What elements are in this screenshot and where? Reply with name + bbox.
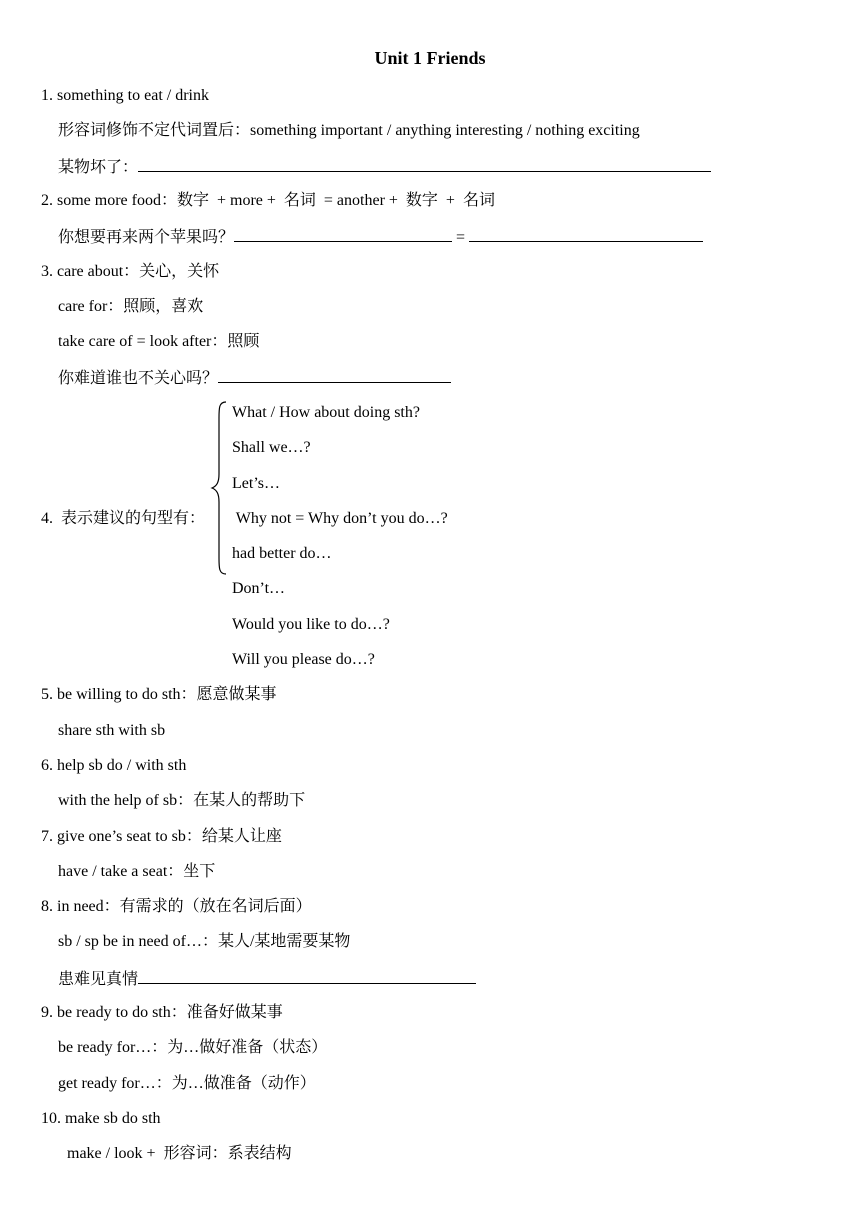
line-text: with the help of sb：在某人的帮助下 <box>58 792 306 809</box>
item-6-line <box>58 791 305 811</box>
line-text: 3. care about：关心，关怀 <box>41 263 220 280</box>
line-text: 5. be willing to do sth：愿意做某事 <box>41 686 277 703</box>
line-text: 1. something to eat / drink <box>41 87 209 104</box>
item-7-heading <box>41 827 282 847</box>
item-10-line <box>67 1144 292 1164</box>
line-text: had better do… <box>232 545 332 562</box>
item-6-heading <box>41 756 186 776</box>
line-text: 9. be ready to do sth：准备好做某事 <box>41 1004 283 1021</box>
answer-blank[interactable] <box>469 226 703 242</box>
item-1-exercise <box>58 156 711 178</box>
suggestion-pattern <box>232 615 390 635</box>
line-text: Let’s… <box>232 475 280 492</box>
item-9-heading <box>41 1003 283 1023</box>
suggestion-pattern <box>232 474 280 494</box>
line-text: What / How about doing sth? <box>232 404 420 421</box>
answer-blank[interactable] <box>234 226 452 242</box>
item-3-line <box>58 297 203 317</box>
item-10-heading <box>41 1109 161 1129</box>
line-text: sb / sp be in need of…：某人/某地需要某物 <box>58 933 351 950</box>
line-text: take care of = look after：照顾 <box>58 333 260 350</box>
line-text: 10. make sb do sth <box>41 1110 161 1127</box>
line-text: 患难见真情 <box>58 971 139 988</box>
item-1-rule <box>58 121 640 141</box>
item-4-heading <box>41 509 205 529</box>
line-text: have / take a seat：坐下 <box>58 863 216 880</box>
line-text: make / look + 形容词：系表结构 <box>67 1145 292 1162</box>
line-text: be ready for…：为…做好准备（状态） <box>58 1039 328 1056</box>
line-text: 2. some more food：数字 + more + 名词 = another + 数字 + 名词 <box>41 192 495 209</box>
item-9-line <box>58 1074 316 1094</box>
line-text: 你想要再来两个苹果吗？ <box>58 229 235 246</box>
line-text: Would you like to do…? <box>232 616 390 633</box>
item-5-line <box>58 721 165 741</box>
line-text: Don’t… <box>232 580 286 597</box>
line-text: 你难道谁也不关心吗？ <box>58 370 219 387</box>
suggestion-pattern <box>232 438 311 458</box>
page-title: Unit 1 Friends <box>374 48 486 68</box>
line-text: care for：照顾，喜欢 <box>58 298 204 315</box>
answer-blank[interactable] <box>218 367 451 383</box>
suggestion-pattern <box>232 509 448 529</box>
line-text: share sth with sb <box>58 722 166 739</box>
line-text: 某物坏了： <box>58 159 139 176</box>
item-2-heading <box>41 191 495 211</box>
item-9-line <box>58 1038 327 1058</box>
item-5-heading <box>41 685 277 705</box>
line-text: Shall we…? <box>232 439 311 456</box>
item-8-heading <box>41 897 312 917</box>
suggestion-pattern <box>232 544 332 564</box>
curly-brace-icon <box>210 400 230 576</box>
suggestion-pattern <box>232 403 420 423</box>
line-text: 7. give one’s seat to sb：给某人让座 <box>41 828 282 845</box>
answer-blank[interactable] <box>138 156 711 172</box>
item-3-line <box>58 332 259 352</box>
line-text: Why not = Why don’t you do…? <box>232 510 448 527</box>
line-text: get ready for…：为…做准备（动作） <box>58 1075 316 1092</box>
item-3-exercise <box>58 367 451 389</box>
line-text: 6. help sb do / with sth <box>41 757 187 774</box>
line-text: 形容词修饰不定代词置后：something important / anything interesting / nothing exciting <box>58 122 640 139</box>
line-text: 4. 表示建议的句型有： <box>41 510 206 527</box>
item-2-exercise <box>58 226 703 248</box>
line-text: 8. in need：有需求的（放在名词后面） <box>41 898 312 915</box>
suggestion-pattern <box>232 650 375 670</box>
item-8-exercise <box>58 968 476 990</box>
item-7-line <box>58 862 215 882</box>
line-text: Will you please do…? <box>232 651 375 668</box>
equals-sign: = <box>452 229 470 246</box>
item-8-line <box>58 932 350 952</box>
suggestion-pattern <box>232 579 285 599</box>
item-3-heading <box>41 262 219 282</box>
item-1-heading <box>41 86 209 106</box>
answer-blank[interactable] <box>138 968 476 984</box>
